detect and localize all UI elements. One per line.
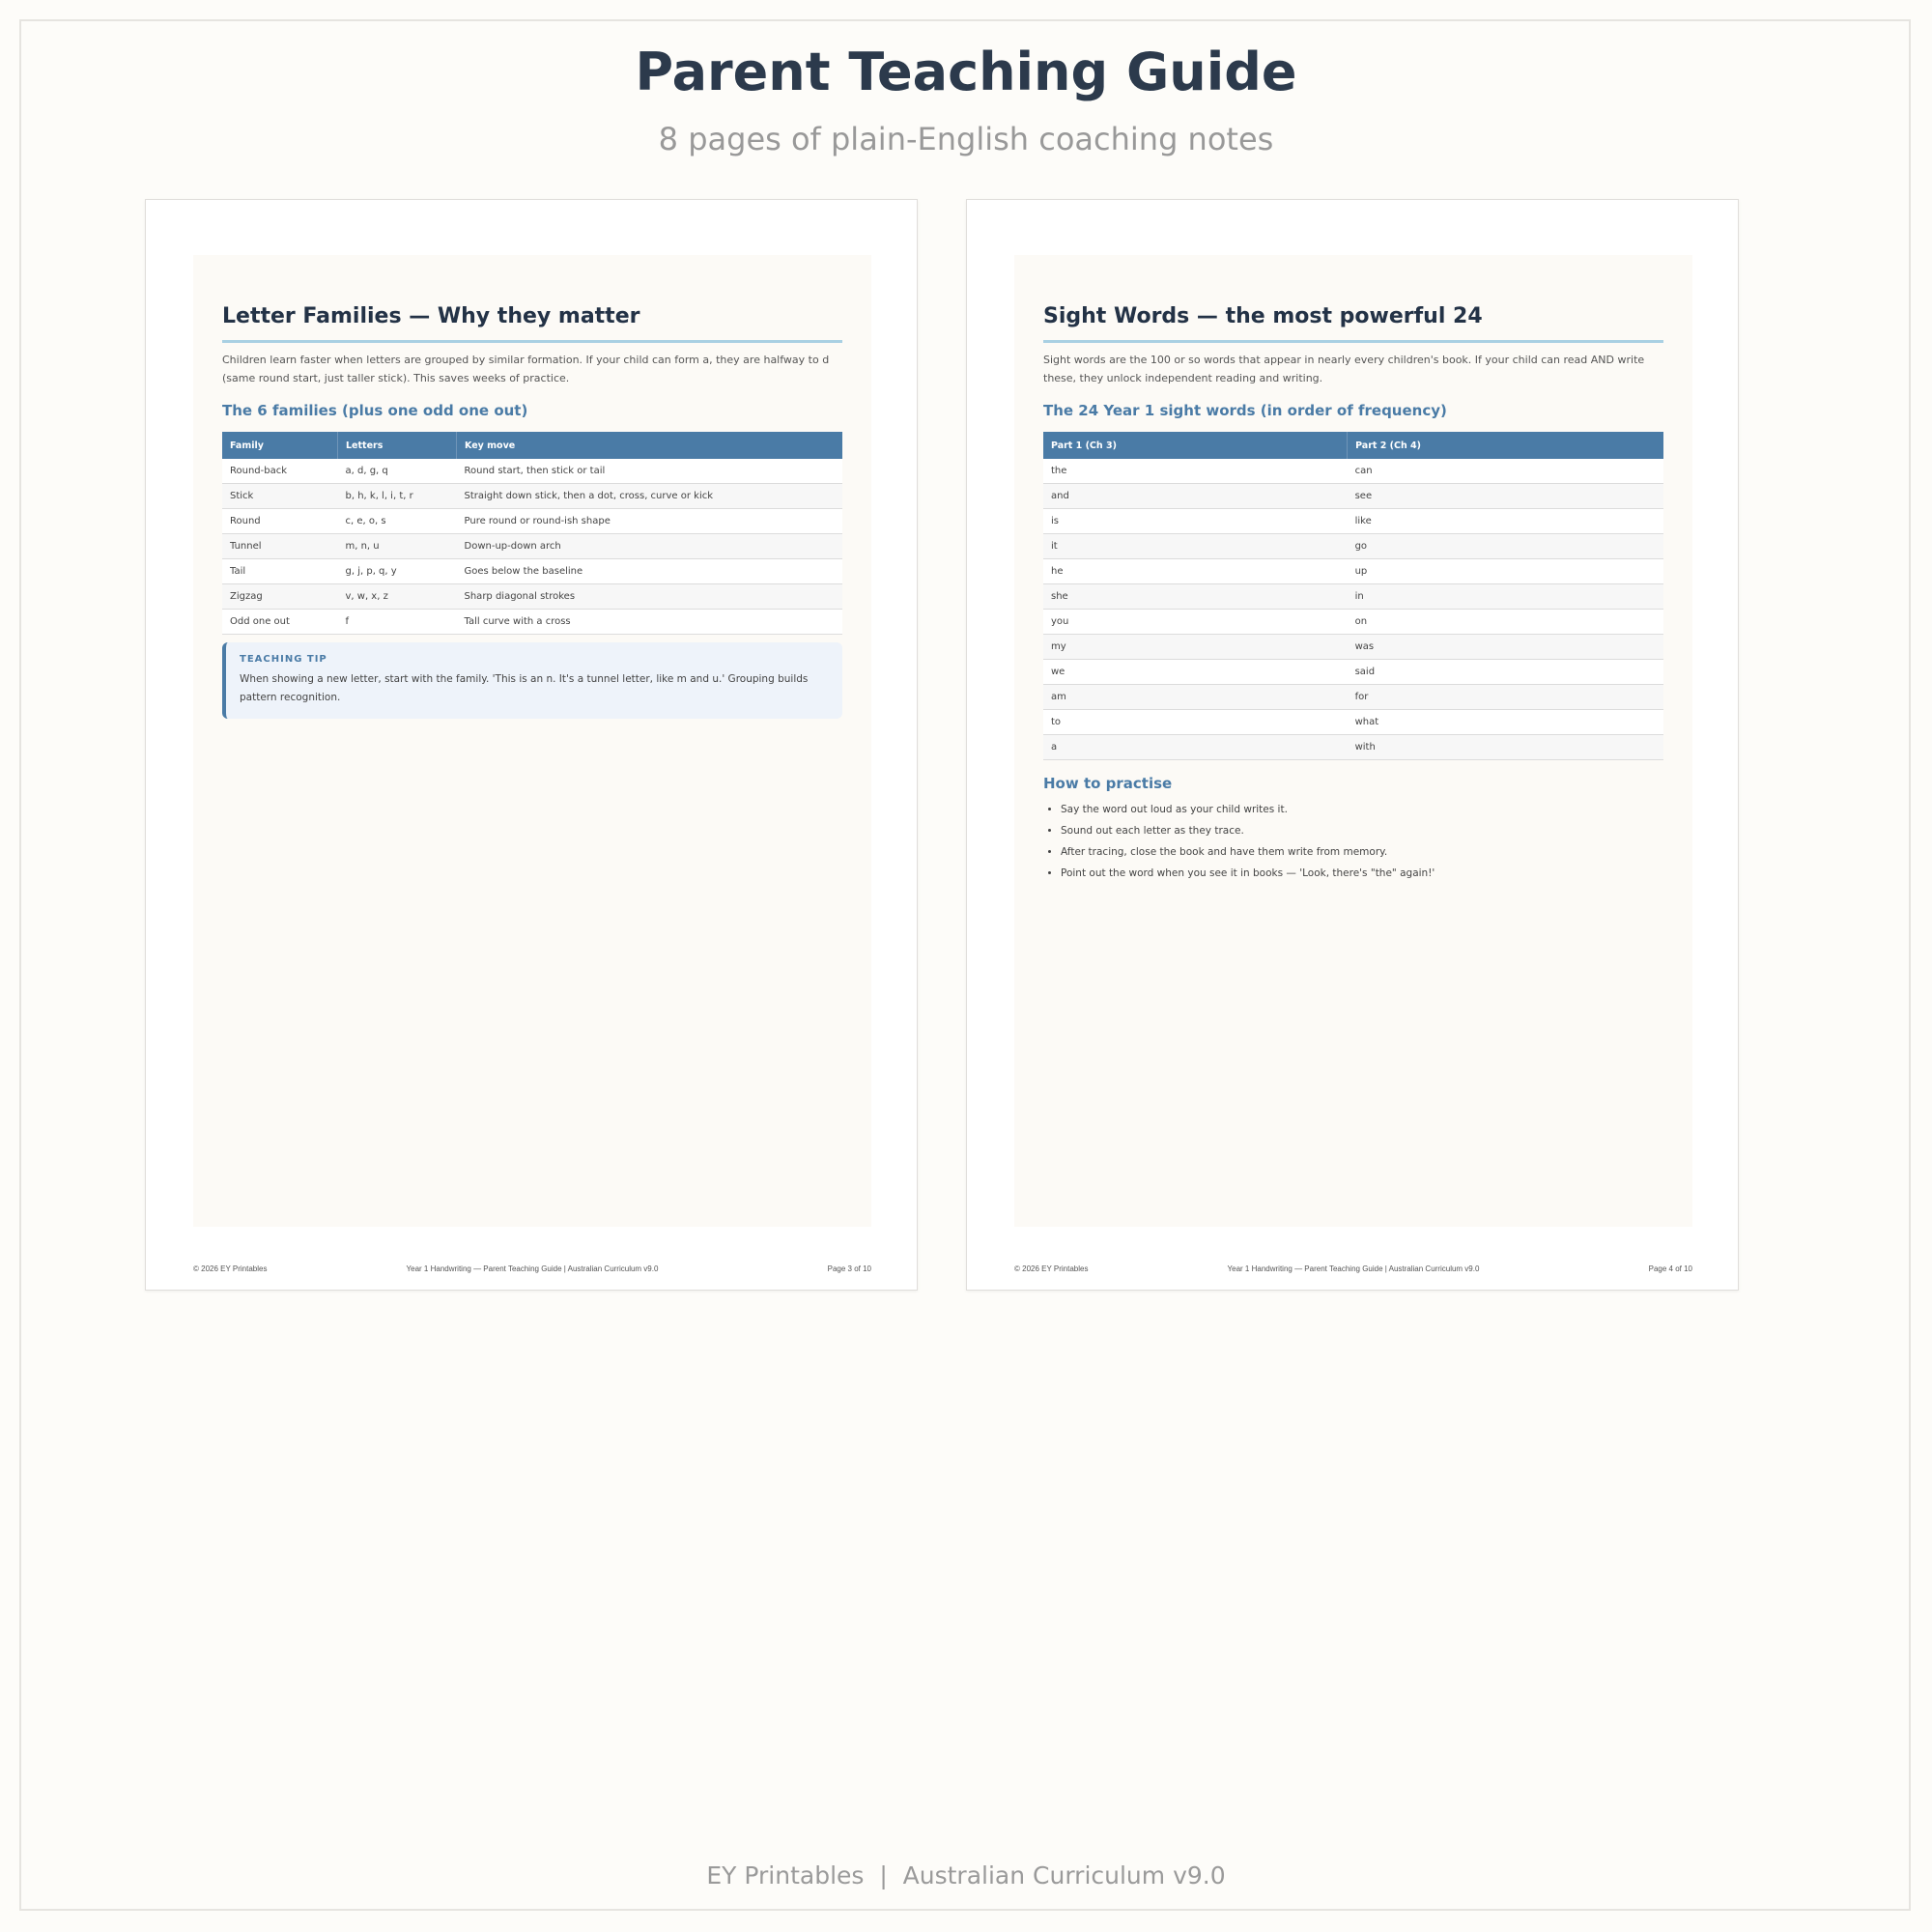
table-row: [222, 534, 842, 559]
table-cell: he: [1043, 559, 1348, 584]
table-row: [1043, 534, 1663, 559]
table-row: [1043, 484, 1663, 509]
section-title: Sight Words — the most powerful 24: [1043, 303, 1663, 343]
footer-page-number: Page 3 of 10: [827, 1264, 871, 1273]
table-cell: Sharp diagonal strokes: [457, 584, 843, 610]
column-header: Part 2 (Ch 4): [1348, 432, 1663, 459]
table-cell: Tail: [222, 559, 338, 584]
table-cell: Down-up-down arch: [457, 534, 843, 559]
footer-center: Year 1 Handwriting — Parent Teaching Guide | Australian Curriculum v9.0: [1227, 1264, 1480, 1273]
table-cell: v, w, x, z: [338, 584, 457, 610]
table-cell: like: [1348, 509, 1663, 534]
table-cell: Pure round or round-ish shape: [457, 509, 843, 534]
table-cell: up: [1348, 559, 1663, 584]
page-footer: [1014, 1263, 1692, 1276]
table-cell: am: [1043, 685, 1348, 710]
list-item: • Point out the word when you see it in books — 'Look, there's "the" again!': [1061, 863, 1663, 884]
table-cell: is: [1043, 509, 1348, 534]
table-row: [1043, 459, 1663, 484]
table-row: [222, 459, 842, 484]
table-cell: the: [1043, 459, 1348, 484]
intro-paragraph: Sight words are the 100 or so words that appear in nearly every children's book. If your child can read AND write these, they unlock independent reading and writing.: [1043, 354, 1645, 384]
table-cell: Goes below the baseline: [457, 559, 843, 584]
section-subheading: The 6 families (plus one odd one out): [222, 402, 528, 419]
footer-copyright: © 2026 EY Printables: [193, 1264, 268, 1273]
table-cell: on: [1348, 610, 1663, 635]
table-row: [1043, 660, 1663, 685]
table-row: [1043, 610, 1663, 635]
table-row: [222, 610, 842, 635]
list-item: • Sound out each letter as they trace.: [1061, 820, 1663, 841]
page-subtitle: 8 pages of plain-English coaching notes: [658, 121, 1274, 157]
table-cell: with: [1348, 735, 1663, 760]
table-cell: m, n, u: [338, 534, 457, 559]
document-page-4: [966, 199, 1739, 1291]
table-cell: see: [1348, 484, 1663, 509]
column-header: Part 1 (Ch 3): [1043, 432, 1348, 459]
table-header-row: [222, 432, 842, 459]
table-cell: Tunnel: [222, 534, 338, 559]
footer-copyright: © 2026 EY Printables: [1014, 1264, 1089, 1273]
table-cell: Round: [222, 509, 338, 534]
table-cell: f: [338, 610, 457, 635]
table-row: [222, 484, 842, 509]
table-cell: go: [1348, 534, 1663, 559]
table-cell: you: [1043, 610, 1348, 635]
table-cell: what: [1348, 710, 1663, 735]
practice-heading: How to practise: [1043, 775, 1173, 792]
table-cell: c, e, o, s: [338, 509, 457, 534]
table-cell: a: [1043, 735, 1348, 760]
table-row: [1043, 559, 1663, 584]
page-content: [193, 255, 871, 1227]
table-cell: Stick: [222, 484, 338, 509]
tip-text: When showing a new letter, start with the family. 'This is an n. It's a tunnel letter, like m and u.' Grouping builds pattern recognition.: [240, 673, 809, 703]
document-page-3: [145, 199, 918, 1291]
practice-list: [1043, 799, 1663, 884]
table-cell: b, h, k, l, i, t, r: [338, 484, 457, 509]
table-cell: Round start, then stick or tail: [457, 459, 843, 484]
table-row: [1043, 710, 1663, 735]
tip-label: TEACHING TIP: [240, 654, 327, 665]
table-cell: for: [1348, 685, 1663, 710]
table-row: [1043, 584, 1663, 610]
table-cell: to: [1043, 710, 1348, 735]
table-row: [1043, 635, 1663, 660]
list-item: • After tracing, close the book and have them write from memory.: [1061, 841, 1663, 863]
footer-center: Year 1 Handwriting — Parent Teaching Guide | Australian Curriculum v9.0: [406, 1264, 659, 1273]
table-cell: it: [1043, 534, 1348, 559]
table-cell: was: [1348, 635, 1663, 660]
column-header: Family: [222, 432, 338, 459]
table-cell: in: [1348, 584, 1663, 610]
letter-families-table: [222, 432, 842, 635]
page-title: Parent Teaching Guide: [635, 42, 1297, 102]
table-cell: and: [1043, 484, 1348, 509]
section-subheading: The 24 Year 1 sight words (in order of frequency): [1043, 402, 1447, 419]
column-header: Letters: [338, 432, 457, 459]
table-cell: she: [1043, 584, 1348, 610]
table-row: [1043, 735, 1663, 760]
table-row: [222, 584, 842, 610]
table-row: [1043, 685, 1663, 710]
page-content: [1014, 255, 1692, 1227]
table-cell: Tall curve with a cross: [457, 610, 843, 635]
table-cell: Round-back: [222, 459, 338, 484]
table-cell: a, d, g, q: [338, 459, 457, 484]
table-row: [1043, 509, 1663, 534]
list-item: • Say the word out loud as your child writes it.: [1061, 799, 1663, 820]
table-cell: we: [1043, 660, 1348, 685]
sight-words-table: [1043, 432, 1663, 760]
column-header: Key move: [457, 432, 843, 459]
footer-page-number: Page 4 of 10: [1648, 1264, 1692, 1273]
section-title: Letter Families — Why they matter: [222, 303, 842, 343]
table-cell: Zigzag: [222, 584, 338, 610]
teaching-tip-callout: [222, 642, 842, 719]
table-cell: g, j, p, q, y: [338, 559, 457, 584]
table-row: [222, 559, 842, 584]
table-cell: said: [1348, 660, 1663, 685]
table-cell: Odd one out: [222, 610, 338, 635]
table-cell: my: [1043, 635, 1348, 660]
intro-paragraph: Children learn faster when letters are grouped by similar formation. If your child can form a, they are halfway to d (same round start, just taller stick). This saves weeks of practice.: [222, 354, 830, 384]
table-header-row: [1043, 432, 1663, 459]
table-row: [222, 509, 842, 534]
page-footer: [193, 1263, 871, 1276]
table-cell: Straight down stick, then a dot, cross, curve or kick: [457, 484, 843, 509]
table-cell: can: [1348, 459, 1663, 484]
brand-footer: EY Printables | Australian Curriculum v9.0: [706, 1861, 1226, 1889]
